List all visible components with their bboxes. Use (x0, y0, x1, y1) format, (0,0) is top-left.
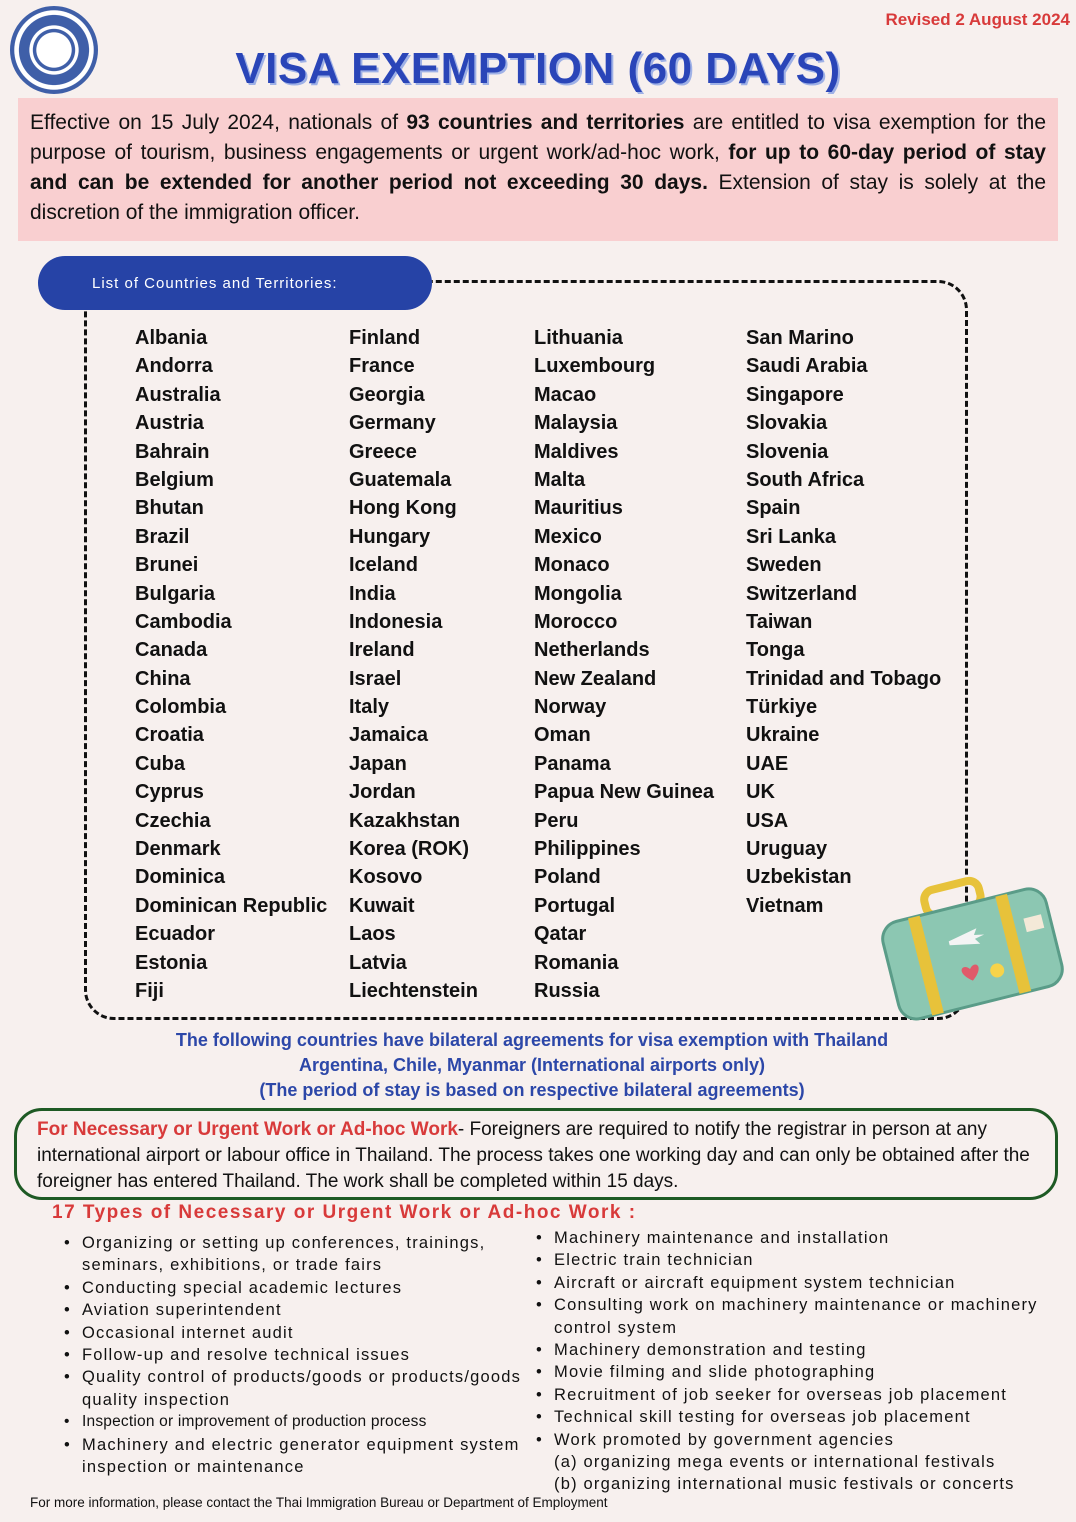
country-item: Georgia (349, 383, 425, 406)
country-item: UK (746, 781, 775, 804)
bilateral-line-2: Argentina, Chile, Myanmar (International airports only) (298, 1055, 766, 1075)
country-item: Andorra (135, 355, 213, 378)
country-item: Dominican Republic (135, 894, 328, 917)
revised-date: Revised 2 August 2024 (885, 10, 1070, 29)
country-item: Singapore (746, 383, 844, 406)
country-item: Vietnam (746, 894, 824, 917)
country-item: Dominica (135, 866, 226, 889)
country-item: Iceland (349, 554, 418, 577)
country-item: Czechia (135, 809, 211, 832)
country-item: Ecuador (135, 923, 216, 946)
country-item: Morocco (534, 610, 618, 633)
country-item: Trinidad and Tobago (746, 667, 942, 690)
countries-column-4 (746, 324, 941, 920)
countries-column-3 (534, 324, 714, 1005)
list-item: • Conducting special academic lectures (62, 1277, 522, 1299)
country-item: Colombia (135, 696, 227, 719)
urgent-work-notice (14, 1108, 1058, 1200)
suitcase-body (880, 885, 1065, 1022)
countries-column-2 (349, 324, 478, 1005)
work-types-left-list (62, 1232, 522, 1478)
country-item: Israel (349, 667, 402, 690)
work-types-heading: 17 Types of Necessary or Urgent Work or Ad-hoc Work : (52, 1202, 637, 1223)
list-item: • Quality control of products/goods or products/goods quality inspection (62, 1366, 522, 1411)
country-item: Australia (135, 383, 221, 406)
list-item: • Follow-up and resolve technical issues (62, 1344, 522, 1366)
country-item: Ukraine (746, 724, 820, 747)
list-item: • Technical skill testing for overseas job placement (534, 1406, 1074, 1428)
country-item: Tonga (746, 639, 805, 662)
country-item: Monaco (534, 554, 610, 577)
country-item: Jamaica (349, 724, 428, 747)
country-item: San Marino (746, 327, 854, 349)
list-subitem: (b) organizing international music festivals or concerts (554, 1475, 1015, 1494)
country-item: UAE (746, 752, 789, 775)
country-item: Poland (534, 866, 601, 889)
work-types-right-list (534, 1227, 1074, 1496)
country-item: Qatar (534, 923, 587, 946)
country-item: Saudi Arabia (746, 355, 868, 378)
intro-bold-period: for up to 60-day period of stay and can be extended for another period not exceeding 30 days. (30, 141, 1046, 194)
urgent-work-text: - Foreigners are required to notify the registrar in person at any international airport or labour office in Thailand. The process takes one working day and can only be obtained after the foreigner has entered Thailand. The work shall be completed within 15 days. (37, 1119, 1030, 1192)
country-item: Canada (135, 639, 208, 662)
country-item: Kuwait (349, 894, 415, 917)
footer-contact: For more information, please contact the Thai Immigration Bureau or Department of Employment (30, 1495, 608, 1510)
list-item: • Movie filming and slide photographing (534, 1361, 1074, 1383)
list-item: • Inspection or improvement of production process (62, 1411, 522, 1433)
country-item: Croatia (135, 724, 204, 747)
country-item: Bhutan (135, 497, 204, 520)
countries-list-label: List of Countries and Territories: (38, 256, 432, 310)
country-item: Bulgaria (135, 582, 216, 605)
country-item: Cambodia (135, 610, 232, 633)
list-item: • Electric train technician (534, 1249, 1074, 1271)
country-item: Maldives (534, 440, 619, 463)
country-item: Brazil (135, 525, 190, 548)
list-item: • Aviation superintendent (62, 1299, 522, 1321)
country-item: Finland (349, 327, 421, 349)
country-item: Papua New Guinea (534, 781, 715, 804)
country-item: Kosovo (349, 866, 423, 889)
list-item: • Occasional internet audit (62, 1322, 522, 1344)
country-item: Malta (534, 468, 586, 491)
intro-notice (18, 98, 1058, 241)
intro-text-2: are entitled to visa exemption for the purpose of tourism, business engagements or urgent work/ad-hoc work, (30, 111, 1047, 164)
country-item: Luxembourg (534, 355, 656, 378)
country-item: Lithuania (534, 327, 623, 349)
intro-text-1: Effective on 15 July 2024, nationals of (30, 111, 407, 134)
countries-column-1 (135, 324, 327, 1005)
country-item: Estonia (135, 951, 208, 974)
country-item: Mongolia (534, 582, 622, 605)
list-item: • Machinery and electric generator equipment system inspection or maintenance (62, 1434, 522, 1479)
country-item: Taiwan (746, 610, 813, 633)
country-item: Uzbekistan (746, 866, 852, 889)
country-item: Sri Lanka (746, 525, 837, 548)
country-item: Ireland (349, 639, 415, 662)
list-item: • Organizing or setting up conferences, trainings, seminars, exhibitions, or trade fairs (62, 1232, 522, 1277)
list-item: • Machinery demonstration and testing (534, 1339, 1074, 1361)
country-item: Cuba (135, 752, 185, 775)
country-item: Mexico (534, 525, 602, 548)
country-item: Italy (349, 696, 390, 719)
country-item: China (135, 667, 191, 690)
country-item: Switzerland (746, 582, 858, 605)
country-item: Guatemala (349, 468, 452, 491)
country-item: Spain (746, 497, 801, 520)
country-item: Hungary (349, 525, 431, 548)
country-item: Romania (534, 951, 619, 974)
list-item: • Aircraft or aircraft equipment system technician (534, 1272, 1074, 1294)
country-item: Slovakia (746, 412, 828, 435)
country-item: Macao (534, 383, 597, 406)
country-item: Mauritius (534, 497, 623, 520)
country-item: Philippines (534, 838, 641, 861)
country-item: Portugal (534, 894, 616, 917)
country-item: Greece (349, 440, 417, 463)
country-item: Peru (534, 809, 579, 832)
list-item: • Machinery maintenance and installation (534, 1227, 1074, 1249)
country-item: Malaysia (534, 412, 618, 435)
country-item: Sweden (746, 554, 822, 577)
country-item: New Zealand (534, 667, 657, 690)
intro-bold-count: 93 countries and territories (406, 111, 685, 134)
list-item: • Recruitment of job seeker for overseas job placement (534, 1384, 1074, 1406)
urgent-work-heading: For Necessary or Urgent Work or Ad-hoc Work (37, 1119, 458, 1140)
country-item: USA (746, 809, 789, 832)
country-item: Uruguay (746, 838, 828, 861)
country-item: Laos (349, 923, 396, 946)
intro-text-3: Extension of stay is solely at the discretion of the immigration officer. (30, 171, 1047, 224)
country-item: Fiji (135, 979, 164, 1002)
country-item: Germany (349, 412, 436, 435)
country-item: Korea (ROK) (349, 838, 470, 861)
list-subitem: (a) organizing mega events or international festivals (554, 1453, 996, 1472)
country-item: Hong Kong (349, 497, 457, 520)
suitcase-illustration (880, 872, 1065, 1022)
bilateral-line-1: The following countries have bilateral agreements for visa exemption with Thailand (175, 1030, 889, 1050)
country-item: Brunei (135, 554, 199, 577)
country-item: Türkiye (746, 696, 818, 719)
country-item: Netherlands (534, 639, 650, 662)
country-item: Japan (349, 752, 407, 775)
country-item: Panama (534, 752, 611, 775)
country-item: Denmark (135, 838, 221, 861)
country-item: Norway (534, 696, 607, 719)
country-item: South Africa (746, 468, 865, 491)
country-item: Bahrain (135, 440, 210, 463)
country-item: Jordan (349, 781, 416, 804)
country-item: Belgium (135, 468, 214, 491)
country-item: Indonesia (349, 610, 443, 633)
country-item: Liechtenstein (349, 979, 478, 1002)
country-item: Slovenia (746, 440, 829, 463)
country-item: Albania (135, 327, 208, 349)
country-item: Kazakhstan (349, 809, 461, 832)
country-item: Austria (135, 412, 204, 435)
bilateral-line-3: (The period of stay is based on respective bilateral agreements) (259, 1080, 805, 1100)
country-item: France (349, 355, 415, 378)
list-item: • Consulting work on machinery maintenance or machinery control system (534, 1294, 1074, 1339)
country-item: Oman (534, 724, 591, 747)
country-item: Latvia (349, 951, 407, 974)
country-item: Russia (534, 979, 600, 1002)
country-item: Cyprus (135, 781, 204, 804)
page-title: VISA EXEMPTION (60 DAYS) (235, 44, 841, 93)
country-item: India (349, 582, 396, 605)
list-item: • Work promoted by government agencies (534, 1429, 1074, 1451)
